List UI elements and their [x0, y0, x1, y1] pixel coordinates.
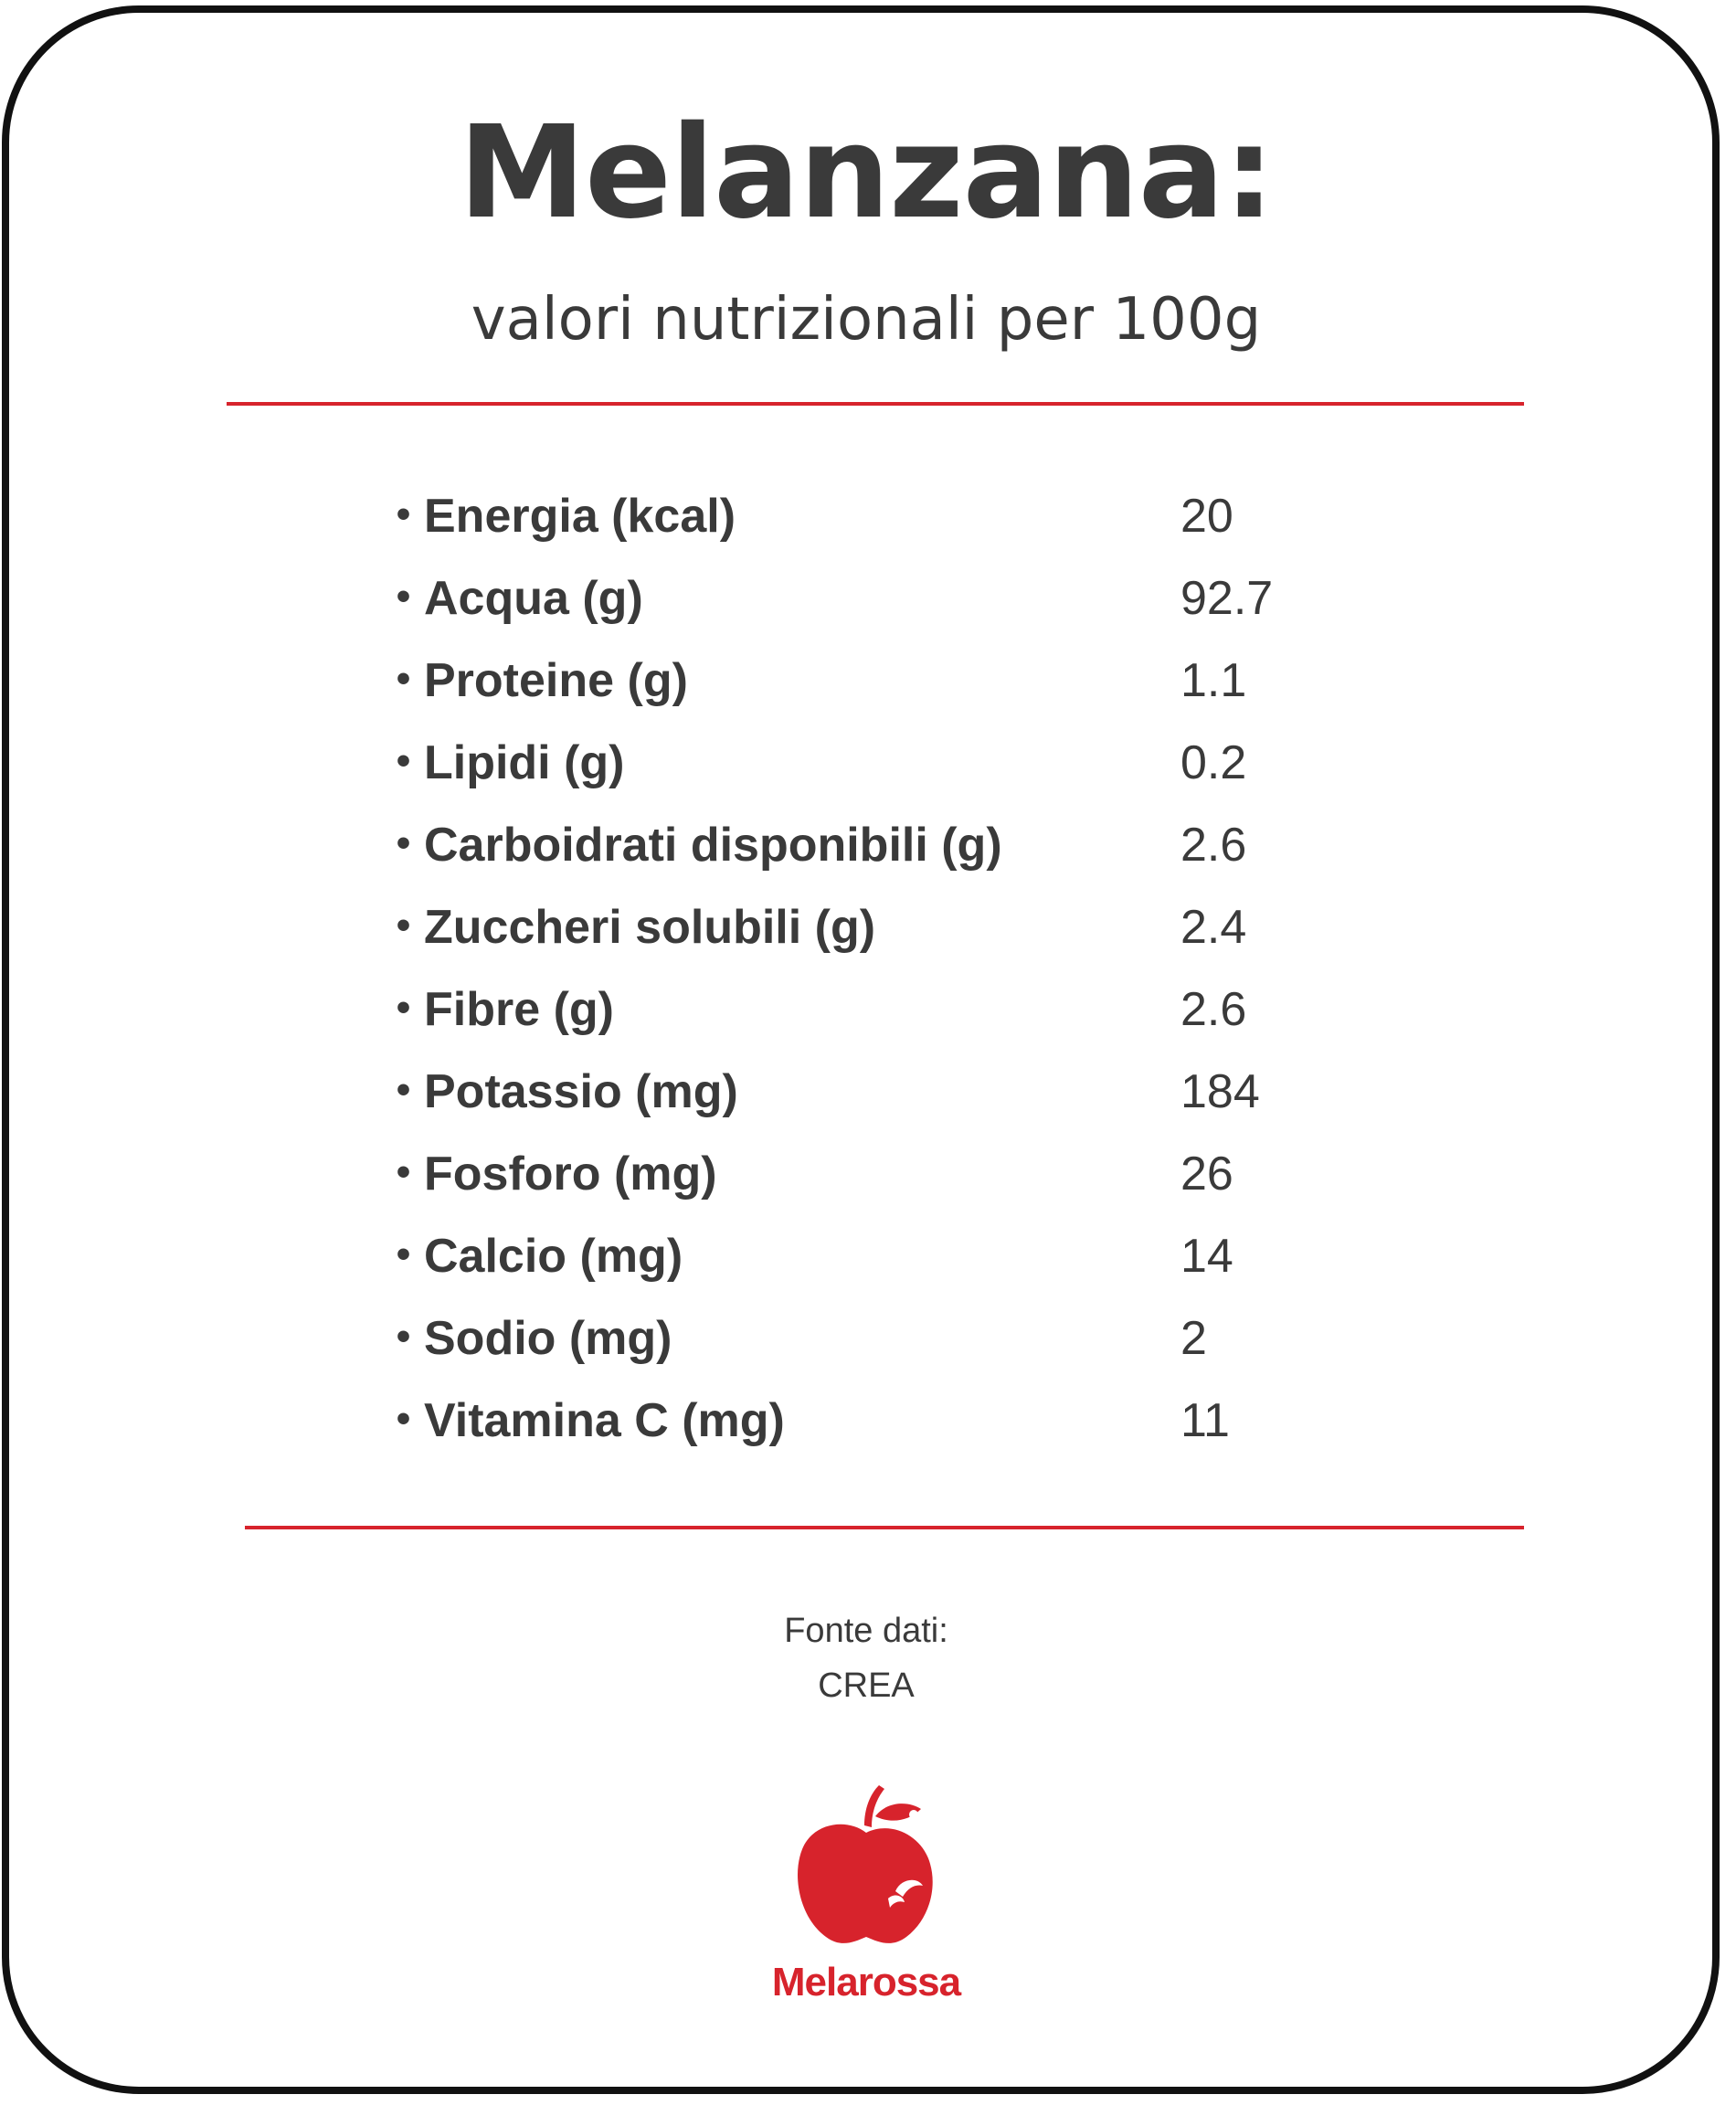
- nutrient-value: 2.6: [1180, 983, 1247, 1036]
- bullet-icon: •: [393, 744, 415, 781]
- list-item: [393, 1297, 1398, 1380]
- list-item: [393, 557, 1398, 640]
- bullet-icon: •: [393, 497, 415, 534]
- source-label: Fonte dati:: [784, 1612, 948, 1650]
- nutrient-label: Energia (kcal): [424, 490, 736, 543]
- nutrient-label: Proteine (g): [424, 654, 688, 707]
- nutrient-label: Carboidrati disponibili (g): [424, 819, 1002, 872]
- bottom-divider: [245, 1526, 1524, 1529]
- nutrient-label: Calcio (mg): [424, 1230, 683, 1283]
- list-item: [393, 1051, 1398, 1133]
- nutrient-value: 11: [1180, 1394, 1230, 1447]
- nutrient-label: Lipidi (g): [424, 736, 625, 789]
- list-item: [393, 1380, 1398, 1462]
- list-item: [393, 804, 1398, 886]
- list-item: [393, 1215, 1398, 1297]
- bullet-icon: •: [393, 661, 415, 699]
- bullet-icon: •: [393, 1155, 415, 1192]
- nutrient-value: 26: [1180, 1148, 1233, 1201]
- bullet-icon: •: [393, 908, 415, 946]
- nutrient-value: 0.2: [1180, 736, 1247, 789]
- nutrient-label: Vitamina C (mg): [424, 1394, 785, 1447]
- list-item: [393, 968, 1398, 1051]
- apple-icon: [793, 1782, 939, 1946]
- nutrient-value: 92.7: [1180, 572, 1274, 625]
- nutrient-label: Fibre (g): [424, 983, 614, 1036]
- nutrient-label: Fosforo (mg): [424, 1148, 717, 1201]
- nutrient-value: 184: [1180, 1065, 1260, 1118]
- list-item: [393, 722, 1398, 804]
- nutrient-list: [393, 475, 1398, 1462]
- nutrient-value: 2.6: [1180, 819, 1247, 872]
- page-subtitle: valori nutrizionali per 100g: [471, 286, 1262, 354]
- bullet-icon: •: [393, 579, 415, 617]
- source-value: CREA: [818, 1666, 915, 1705]
- list-item: [393, 475, 1398, 557]
- bullet-icon: •: [393, 826, 415, 863]
- bullet-icon: •: [393, 1237, 415, 1275]
- nutrient-value: 20: [1180, 490, 1233, 543]
- nutrient-value: 14: [1180, 1230, 1233, 1283]
- list-item: [393, 1133, 1398, 1215]
- nutrient-value: 2.4: [1180, 901, 1247, 954]
- nutrient-value: 2: [1180, 1312, 1207, 1365]
- page-title: Melanzana:: [458, 99, 1275, 248]
- brand-name: Melarossa: [771, 1960, 961, 2005]
- nutrient-label: Zuccheri solubili (g): [424, 901, 876, 954]
- list-item: [393, 640, 1398, 722]
- list-item: [393, 886, 1398, 968]
- nutrient-label: Sodio (mg): [424, 1312, 672, 1365]
- bullet-icon: •: [393, 1402, 415, 1439]
- top-divider: [227, 402, 1524, 406]
- nutrient-label: Acqua (g): [424, 572, 643, 625]
- nutrient-value: 1.1: [1180, 654, 1247, 707]
- nutrient-label: Potassio (mg): [424, 1065, 738, 1118]
- bullet-icon: •: [393, 1073, 415, 1110]
- bullet-icon: •: [393, 990, 415, 1028]
- bullet-icon: •: [393, 1319, 415, 1357]
